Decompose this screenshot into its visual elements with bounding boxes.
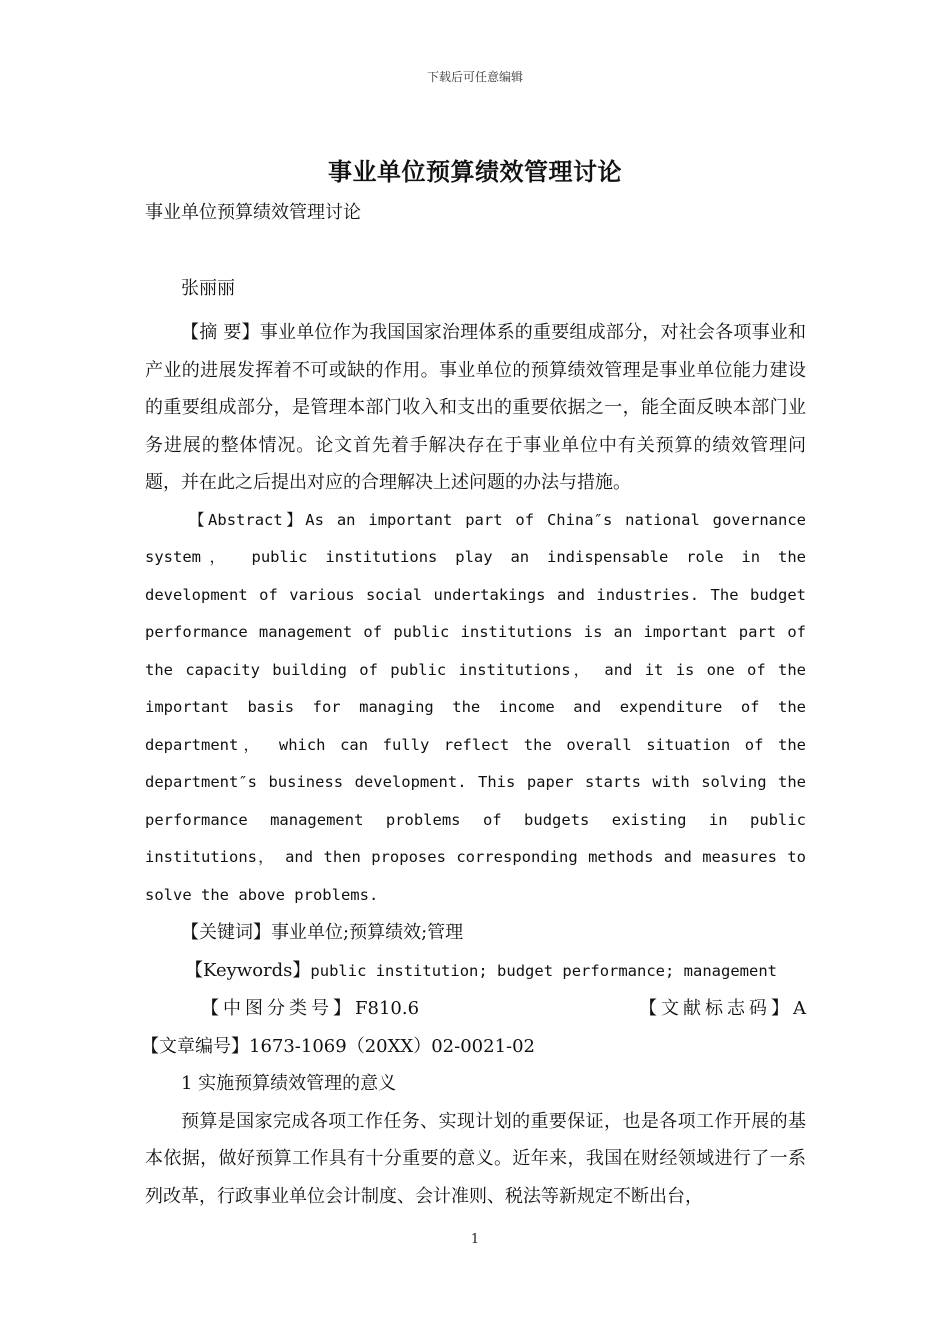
section-heading: 1 实施预算绩效管理的意义	[181, 1073, 397, 1094]
document-body	[141, 196, 806, 1215]
keywords-chinese: 【关键词】事业单位;预算绩效;管理	[181, 922, 464, 943]
abstract-chinese: 【摘 要】事业单位作为我国国家治理体系的重要组成部分，对社会各项事业和产业的进展发挥着不可或缺的作用。事业单位的预算绩效管理是事业单位能力建设的重要组成部分，是管理本部门收入和支出的重要依据之一，能全面反映本部门业务进展的整体情况。论文首先着手解决存在于事业单位中有关预算的绩效管理问题，并在此之后提出对应的合理解决上述问题的办法与措施。	[145, 322, 806, 493]
page-number: 1	[470, 1232, 480, 1247]
classification-value: F810.6	[355, 998, 420, 1019]
abstract-english: 【Abstract】As an important part of China″s national governance system， public institutions play an indispensable role in the development of various social undertakings and industries. The budget performance management of public institutions is an important part of the capacity building of public institutions， and it is one of the important basis for managing the income and expenditure of the department， which can fully reflect the overall situation of the department″s business development. This paper starts with solving the performance management problems of budgets existing in public institutions， and then proposes corresponding methods and measures to solve the above problems.	[145, 510, 806, 904]
document-subtitle: 事业单位预算绩效管理讨论	[145, 202, 361, 223]
document-code	[639, 990, 806, 1028]
author-name: 张丽丽	[181, 278, 235, 299]
body-paragraph: 预算是国家完成各项工作任务、实现计划的重要保证，也是各项工作开展的基本依据，做好预算工作具有十分重要的意义。近年来，我国在财经领域进行了一系列改革，行政事业单位会计制度、会计准则、税法等新规定不断出台，	[145, 1110, 806, 1207]
keywords-english	[145, 952, 806, 991]
document-code-value: A	[793, 998, 806, 1019]
keywords-english-value: public institution; budget performance; management	[310, 961, 777, 980]
classification-label: 【中图分类号】	[201, 998, 355, 1019]
header-note: 下载后可任意编辑	[426, 70, 523, 84]
classification-line	[145, 990, 806, 1028]
article-number: 【文章编号】1673-1069（20XX）02-0021-02	[141, 1035, 536, 1057]
keywords-english-label: 【Keywords】	[185, 959, 311, 981]
document-code-label: 【文献标志码】	[639, 998, 793, 1019]
classification-number	[201, 990, 419, 1028]
document-title: 事业单位预算绩效管理讨论	[328, 157, 622, 186]
